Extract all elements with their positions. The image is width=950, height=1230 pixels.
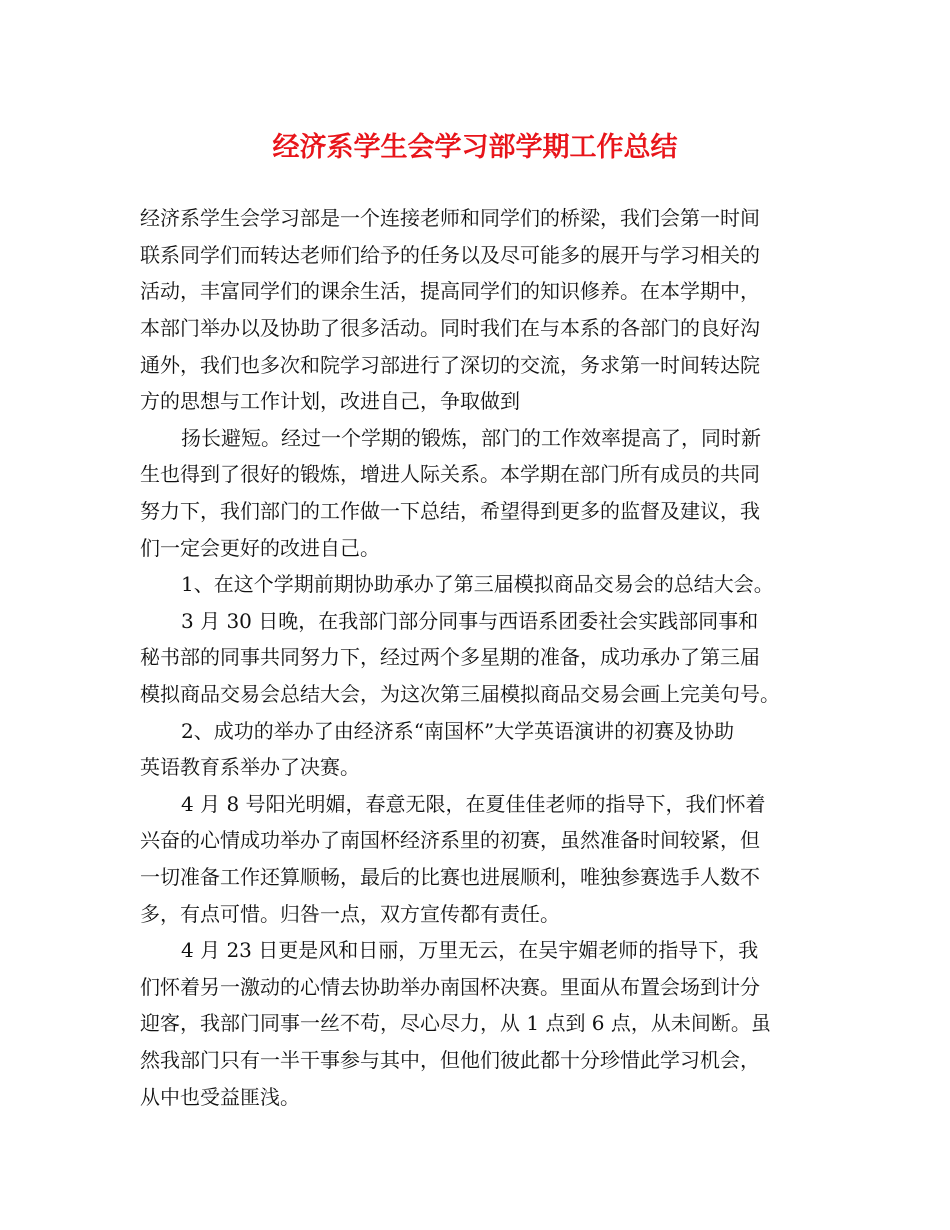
body-line: 一切准备工作还算顺畅，最后的比赛也进展顺利，唯独参赛选手人数不: [140, 865, 760, 889]
body-line: 模拟商品交易会总结大会，为这次第三届模拟商品交易会画上完美句号。: [140, 682, 780, 706]
body-line: 联系同学们而转达老师们给予的任务以及尽可能多的展开与学习相关的: [140, 243, 760, 267]
body-line: 扬长避短。经过一个学期的锻炼，部门的工作效率提高了，同时新: [181, 426, 761, 450]
body-line: 们怀着另一激动的心情去协助举办南国杯决赛。里面从布置会场到计分: [140, 975, 760, 999]
body-line: 们一定会更好的改进自己。: [140, 536, 380, 560]
body-line: 本部门举办以及协助了很多活动。同时我们在与本系的各部门的良好沟: [140, 316, 760, 340]
body-line: 3 月 30 日晚，在我部门部分同事与西语系团委社会实践部同事和: [181, 609, 759, 633]
body-line: 多，有点可惜。归咎一点，双方宣传都有责任。: [140, 902, 560, 926]
body-line: 兴奋的心情成功举办了南国杯经济系里的初赛，虽然准备时间较紧，但: [140, 828, 760, 852]
page-title: 经济系学生会学习部学期工作总结: [272, 132, 678, 163]
body-line: 秘书部的同事共同努力下，经过两个多星期的准备，成功承办了第三届: [140, 645, 760, 669]
body-line: 从中也受益匪浅。: [140, 1085, 300, 1109]
body-line: 努力下，我们部门的工作做一下总结，希望得到更多的监督及建议，我: [140, 499, 760, 523]
body-line: 然我部门只有一半干事参与其中，但他们彼此都十分珍惜此学习机会，: [140, 1048, 760, 1072]
body-line: 迎客，我部门同事一丝不苟，尽心尽力，从 1 点到 6 点，从未间断。虽: [140, 1011, 771, 1035]
body-line: 活动，丰富同学们的课余生活，提高同学们的知识修养。在本学期中，: [140, 279, 760, 303]
body-line: 2、成功的举办了由经济系“南国杯”大学英语演讲的初赛及协助: [181, 719, 735, 743]
body-line: 4 月 8 号阳光明媚，春意无限，在夏佳佳老师的指导下，我们怀着: [181, 792, 766, 816]
body-line: 经济系学生会学习部是一个连接老师和同学们的桥梁，我们会第一时间: [140, 206, 760, 230]
body-line: 生也得到了很好的锻炼，增进人际关系。本学期在部门所有成员的共同: [140, 462, 760, 486]
body-line: 方的思想与工作计划，改进自己，争取做到: [140, 389, 520, 413]
body-line: 1、在这个学期前期协助承办了第三届模拟商品交易会的总结大会。: [181, 572, 774, 596]
body-line: 4 月 23 日更是风和日丽，万里无云，在吴宇媚老师的指导下，我: [181, 938, 759, 962]
body-line: 英语教育系举办了决赛。: [140, 755, 360, 779]
body-line: 通外，我们也多次和院学习部进行了深切的交流，务求第一时间转达院: [140, 353, 760, 377]
